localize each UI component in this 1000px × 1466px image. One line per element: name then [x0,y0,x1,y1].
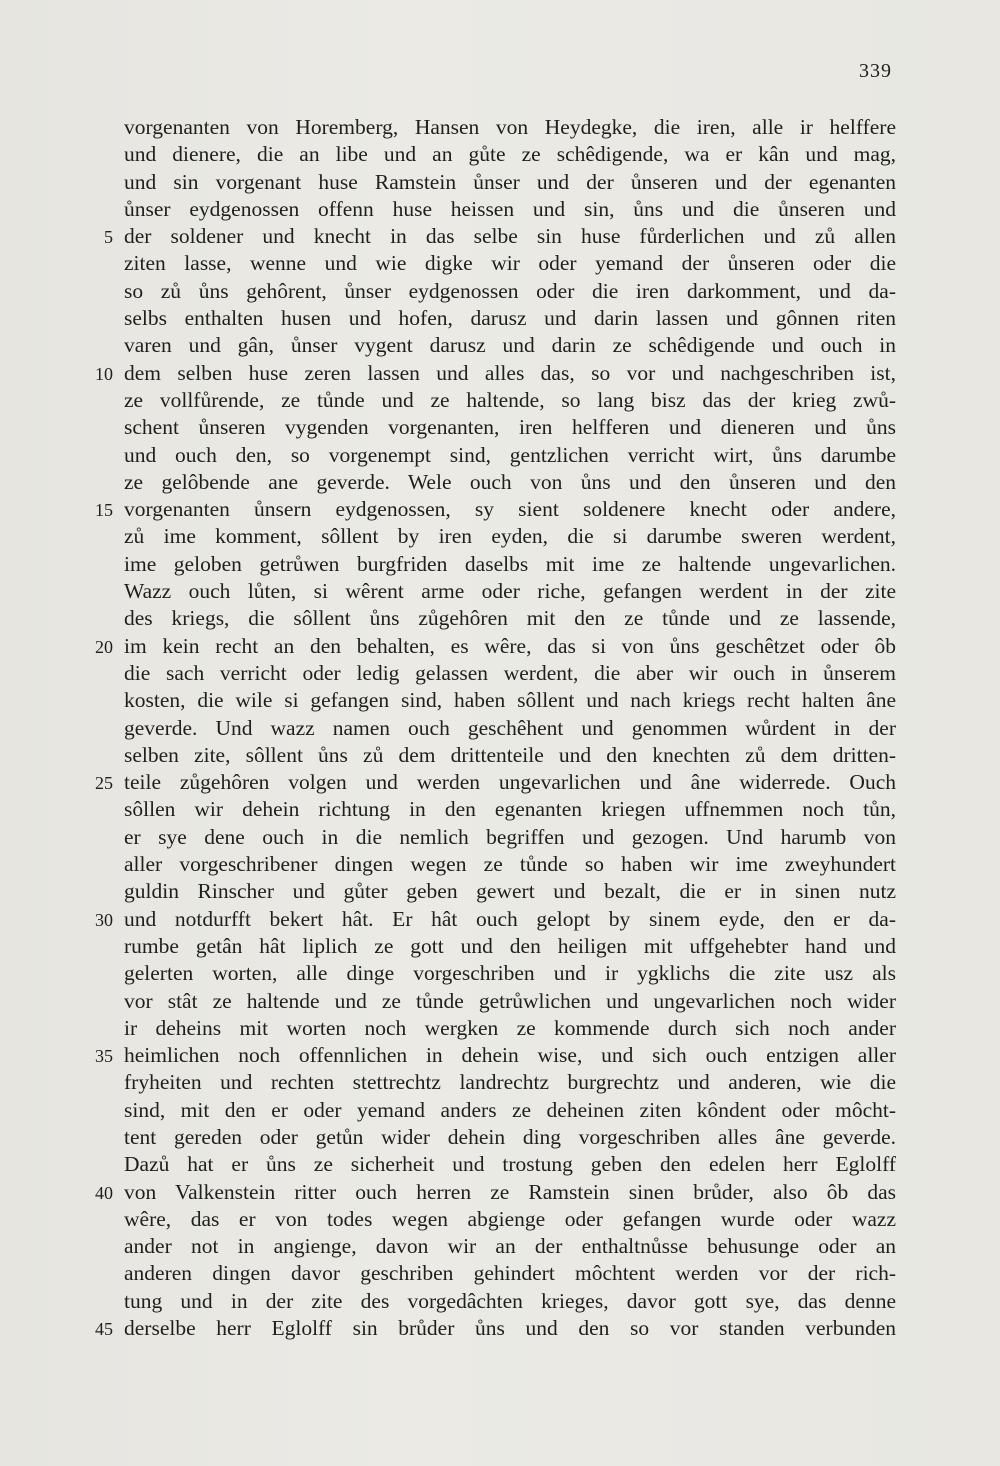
line-text: die sach verricht oder ledig gelassen werdent, die aber wir ouch in ůnserem [124,660,896,685]
text-line [0,1069,1000,1096]
line-text: tung und in der zite des vorgedâchten krieges, davor gott sye, das denne [124,1288,896,1313]
text-line [0,1042,1000,1069]
page-number: 339 [859,60,892,82]
text-line [0,1179,1000,1206]
text-line [0,742,1000,769]
text-line [0,715,1000,742]
document-text-block [0,114,1000,1342]
line-text: von Valkenstein ritter ouch herren ze Ramstein sinen brůder, also ôb das [124,1179,896,1204]
line-number: 35 [95,1046,113,1067]
line-number: 20 [95,636,113,657]
line-text: tent gereden oder getůn wider dehein ding vorgeschriben alles âne geverde. [124,1124,896,1149]
line-text: er sye dene ouch in die nemlich begriffen und gezogen. Und harumb von [124,824,896,849]
line-text: Dazů hat er ůns ze sicherheit und trostung geben den edelen herr Eglolff [124,1152,896,1177]
line-text: ze gelôbende ane geverde. Wele ouch von ůns und den ůnseren und den [124,469,896,494]
line-text: ander not in angienge, davon wir an der enthaltnůsse behusunge oder an [124,1234,896,1259]
line-text: und notdurfft bekert hât. Er hât ouch gelopt by sinem eyde, den er da- [124,906,896,931]
text-line [0,687,1000,714]
line-text: gelerten worten, alle dinge vorgeschriben und ir ygklichs die zite usz als [124,961,896,986]
text-line [0,114,1000,141]
line-text: und dienere, die an libe und an gůte ze schêdigende, wa er kân und mag, [124,142,896,167]
line-text: fryheiten und rechten stettrechtz landrechtz burgrechtz und anderen, wie die [124,1070,896,1095]
text-line [0,660,1000,687]
line-text: selbs enthalten husen und hofen, darusz und darin lassen und gônnen riten [124,306,896,331]
line-number: 15 [95,500,113,521]
line-text: Wazz ouch lůten, si wêrent arme oder riche, gefangen werdent in der zite [124,579,896,604]
line-text: dem selben huse zeren lassen und alles das, so vor und nachgeschriben ist, [124,360,896,385]
text-line [0,1015,1000,1042]
line-text: selben zite, sôllent ůns zů dem drittenteile und den knechten zů dem dritten- [124,742,896,767]
text-line [0,523,1000,550]
text-line [0,633,1000,660]
line-text: anderen dingen davor geschriben gehindert môchtent werden vor der rich- [124,1261,896,1286]
line-text: des kriegs, die sôllent ůns zůgehôren mit den ze tůnde und ze lassende, [124,606,896,631]
text-line [0,988,1000,1015]
text-line [0,278,1000,305]
text-line [0,250,1000,277]
line-text: ůnser eydgenossen offenn huse heissen und sin, ůns und die ůnseren und [124,196,896,221]
text-line [0,769,1000,796]
line-number: 40 [95,1182,113,1203]
text-line [0,1097,1000,1124]
line-text: geverde. Und wazz namen ouch geschêhent und genommen wůrdent in der [124,715,896,740]
line-text: ze vollfůrende, ze tůnde und ze haltende, so lang bisz das der krieg zwů- [124,387,896,412]
line-text: so zů ůns gehôrent, ůnser eydgenossen oder die iren darkomment, und da- [124,278,896,303]
text-line [0,824,1000,851]
text-line [0,496,1000,523]
text-line [0,360,1000,387]
text-line [0,196,1000,223]
line-text: ir deheins mit worten noch wergken ze kommende durch sich noch ander [124,1015,896,1040]
text-line [0,851,1000,878]
line-text: und sin vorgenant huse Ramstein ůnser und der ůnseren und der egenanten [124,169,896,194]
text-line [0,878,1000,905]
line-text: aller vorgeschribener dingen wegen ze tůnde so haben wir ime zweyhundert [124,852,896,877]
line-text: im kein recht an den behalten, es wêre, das si von ůns geschêtzet oder ôb [124,633,896,658]
text-line [0,387,1000,414]
line-text: sind, mit den er oder yemand anders ze deheinen ziten kôndent oder môcht- [124,1097,896,1122]
text-line [0,796,1000,823]
text-line [0,1124,1000,1151]
text-line [0,414,1000,441]
text-line [0,169,1000,196]
text-line [0,442,1000,469]
text-line [0,906,1000,933]
line-text: vor stât ze haltende und ze tůnde getrůwlichen und ungevarlichen noch wider [124,988,896,1013]
line-text: vorgenanten von Horemberg, Hansen von Heydegke, die iren, alle ir helffere [124,115,896,139]
text-line [0,1151,1000,1178]
line-text: zů ime komment, sôllent by iren eyden, die si darumbe sweren werdent, [124,524,896,549]
line-text: guldin Rinscher und gůter geben gewert und bezalt, die er in sinen nutz [124,879,896,904]
line-text: der soldener und knecht in das selbe sin huse fůrderlichen und zů allen [124,224,896,249]
text-line [0,1233,1000,1260]
line-text: und ouch den, so vorgenempt sind, gentzlichen verricht wirt, ůns darumbe [124,442,896,467]
text-line [0,1260,1000,1287]
line-number: 25 [95,773,113,794]
line-number: 5 [104,227,113,248]
line-text: ziten lasse, wenne und wie digke wir oder yemand der ůnseren oder die [124,251,896,276]
text-line [0,141,1000,168]
text-line [0,469,1000,496]
line-text: wêre, das er von todes wegen abgienge oder gefangen wurde oder wazz [124,1206,896,1231]
text-line [0,1288,1000,1315]
line-text: heimlichen noch offennlichen in dehein wise, und sich ouch entzigen aller [124,1043,896,1068]
line-text: ime geloben getrůwen burgfriden daselbs mit ime ze haltende ungevarlichen. [124,551,896,576]
text-line [0,605,1000,632]
text-line [0,551,1000,578]
line-number: 10 [95,363,113,384]
line-number: 30 [95,909,113,930]
text-line [0,1315,1000,1342]
text-line [0,1206,1000,1233]
line-number: 45 [95,1319,113,1340]
line-text: schent ůnseren vygenden vorgenanten, iren helfferen und dieneren und ůns [124,415,896,440]
line-text: vorgenanten ůnsern eydgenossen, sy sient soldenere knecht oder andere, [124,497,896,522]
text-line [0,223,1000,250]
line-text: derselbe herr Eglolff sin brůder ůns und den so vor standen verbunden [124,1316,896,1341]
text-line [0,933,1000,960]
line-text: kosten, die wile si gefangen sind, haben sôllent und nach kriegs recht halten âne [124,688,896,713]
line-text: rumbe getân hât liplich ze gott und den heiligen mit uffgehebter hand und [124,933,896,958]
line-text: teile zůgehôren volgen und werden ungevarlichen und âne widerrede. Ouch [124,770,896,795]
line-text: varen und gân, ůnser vygent darusz und darin ze schêdigende und ouch in [124,333,896,358]
line-text: sôllen wir dehein richtung in den egenanten kriegen uffnemmen noch tůn, [124,797,896,822]
text-line [0,332,1000,359]
text-line [0,960,1000,987]
text-line [0,305,1000,332]
text-line [0,578,1000,605]
